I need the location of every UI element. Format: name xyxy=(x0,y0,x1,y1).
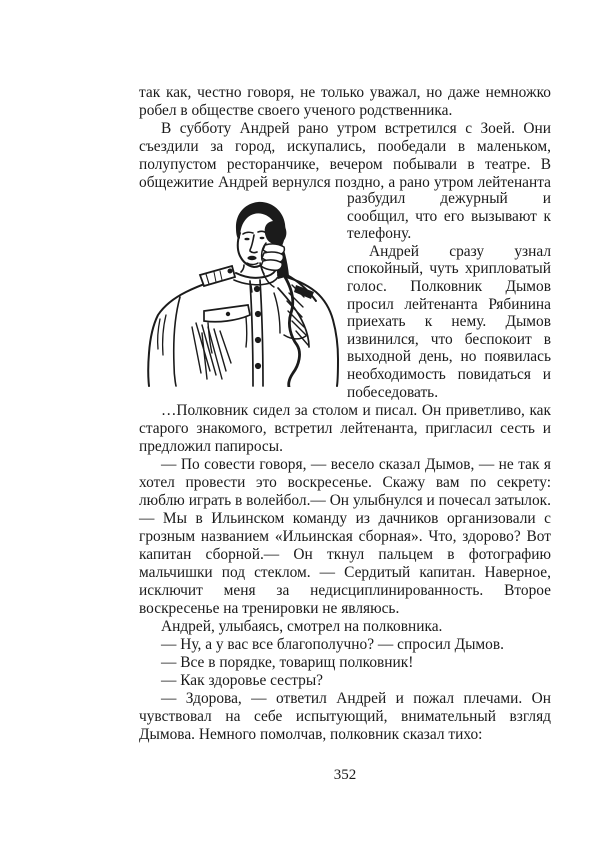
pocket-button xyxy=(226,312,230,316)
text-block-bottom xyxy=(139,402,551,744)
paragraph: разбудил дежурный и сообщил, что его вызывают к телефону. xyxy=(347,190,551,243)
tunic-button xyxy=(254,286,260,292)
text-block-top xyxy=(139,84,551,192)
open-mouth xyxy=(247,256,256,260)
paragraph: — Ну, а у вас все благополучно? — спросил Дымов. xyxy=(161,636,504,653)
placket xyxy=(260,280,263,386)
placket xyxy=(250,281,253,386)
eye xyxy=(244,238,249,241)
paragraph: так как, честно говоря, не только уважал, но даже немножко робел в обществе своего ученого родственника. xyxy=(139,84,551,119)
eye xyxy=(260,237,265,239)
paragraph: …Полковник сидел за столом и писал. Он приветливо, как старого знакомого, встретил лейтенанта, пригласил сесть и предложил папиросы. xyxy=(139,402,551,455)
text-block-beside-illustration xyxy=(347,190,551,401)
paragraph: — Как здоровье сестры? xyxy=(161,672,323,689)
shoulder-board-button xyxy=(228,269,233,274)
tunic-button xyxy=(255,363,261,369)
tunic-button xyxy=(255,337,261,343)
page-number: 352 xyxy=(333,767,357,783)
telephone-call-drawing xyxy=(146,193,342,387)
paragraph: — Здорова, — ответил Андрей и пожал плечами. Он чувствовал на себе испытующий, внимательный взгляд Дымова. Немного помолчав, полковник сказал тихо: xyxy=(139,690,551,743)
left-sleeve-seam xyxy=(174,297,180,386)
torso-left-outline xyxy=(148,275,234,386)
phone-receiver xyxy=(265,221,287,244)
hand-finger xyxy=(261,260,282,270)
paragraph: Андрей сразу узнал спокойный, чуть хрипловатый голос. Полковник Дымов просил лейтенанта Рябинина приехать к нему. Дымов извинился, что беспокоит в выходной день, но появилась необходимость повидаться и побеседовать. xyxy=(347,242,551,401)
paragraph: — По совести говоря, — весело сказал Дымов, — не так я хотел провести это воскресенье. Скажу вам по секрету: люблю играть в волейбол.— Он улыбнулся и почесал затылок. — Мы в Ильинском команду из дачников организовали с грозным названием «Ильинская сборная». Что, здорово? Вот капитан сборной.— Он ткнул пальцем в фотографию мальчишки под стеклом. — Сердитый капитан. Наверное, исключит меня за недисциплинированность. Второе воскресенье на тренировки не являюсь. xyxy=(139,456,551,617)
illustration-man-on-telephone xyxy=(146,193,342,387)
tunic-button xyxy=(255,311,261,317)
paragraph: В субботу Андрей рано утром встретился с Зоей. Они съездили за город, искупались, пообедали в маленьком, полупустом ресторанчике, вечером побывали в театре. В общежитие Андрей вернулся поздно, а рано утром лейтенанта xyxy=(139,120,551,191)
paragraph: — Все в порядке, товарищ полковник! xyxy=(161,654,414,671)
paragraph: Андрей, улыбаясь, смотрел на полковника. xyxy=(161,618,443,635)
